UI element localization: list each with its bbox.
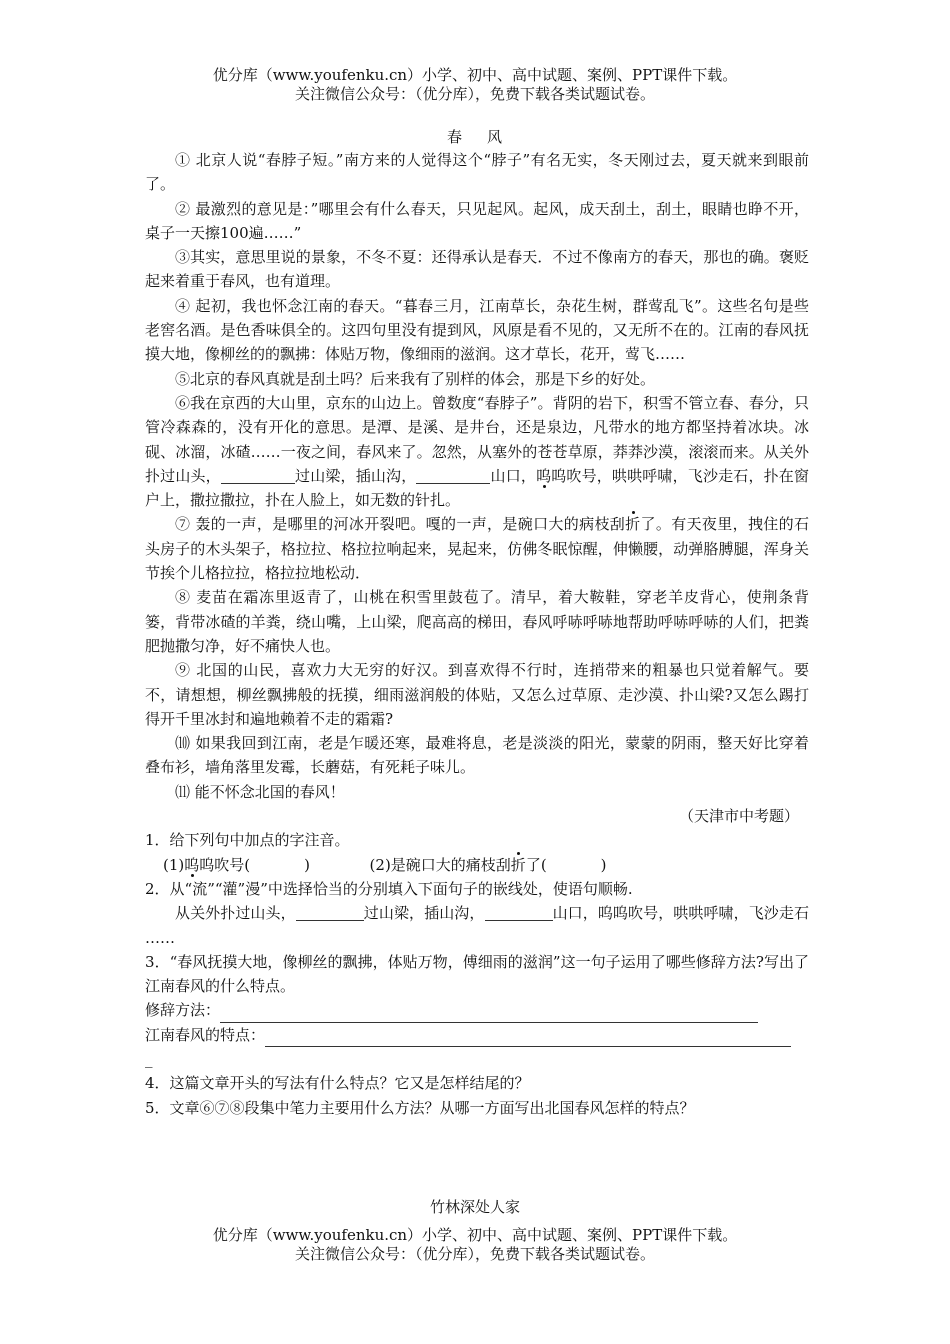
footer-line-2: 关注微信公众号：（优分库），免费下载各类试题试卷。 (294, 1245, 655, 1263)
question-1-items (145, 853, 809, 877)
q1b-text-2: 了( (525, 855, 547, 874)
article-body (145, 148, 809, 1120)
p6-text-b: 过山梁，插山沟， (294, 466, 417, 485)
paragraph-10: ⑽ 如果我回到江南，老是乍暖还寒，最难将息，老是淡淡的阳光，蒙蒙的阴雨，整天好比穿着叠布衫，墙角落里发霉，长蘑菇，有死耗子味儿。 (145, 734, 809, 777)
paragraph-9: ⑨ 北国的山民，喜欢力大无穷的好汉。到喜欢得不行时，连捎带来的粗暴也只觉着解气。要不，请想想，柳丝飘拂般的抚摸，细雨滋润般的体贴，又怎么过草原、走沙漠、扑山梁?又怎么踢打得开千里冰封和遍地赖着不走的霜霜? (145, 661, 809, 728)
dotted-char: 呜 (536, 466, 552, 485)
question-3-feature (145, 1023, 809, 1047)
question-1: 1．给下列句中加点的字注音。 (145, 831, 350, 850)
header-line-1: 优分库（www.youfenku.cn）小学、初中、高中试题、案例、PPT课件下载。 (212, 66, 738, 84)
next-section-title: 竹林深处人家 (429, 1198, 520, 1216)
paragraph-11: ⑾ 能不怀念北国的春风！ (175, 782, 345, 801)
q2-text-c: 山口，呜呜吹号，哄哄呼啸，飞沙走石 …… (145, 904, 809, 947)
q2-text-a: 从关外扑过山头， (175, 904, 296, 923)
paragraph-1: ① 北京人说“春脖子短。”南方来的人觉得这个“脖子”有名无实，冬天刚过去，夏天就来到眼前了。 (145, 151, 809, 194)
article-title (0, 126, 950, 147)
footer-line-1: 优分库（www.youfenku.cn）小学、初中、高中试题、案例、PPT课件下载。 (212, 1226, 738, 1244)
blank-2 (416, 467, 490, 484)
question-2-sentence (145, 901, 809, 950)
dotted-char: 呜 (184, 855, 200, 874)
question-3: 3．“春风抚摸大地，像柳丝的飘拂，体贴万物，傅细雨的滋润”这一句子运用了哪些修辞方法?写出了江南春风的什么特点。 (145, 952, 809, 996)
paragraph-7 (145, 512, 809, 585)
q3-label-b: 江南春风的特点： (145, 1025, 266, 1044)
article-source: （天津市中考题） (678, 807, 799, 826)
p7-text-a: ⑦ 轰的一声，是哪里的河冰开裂吧。嘎的一声，是碗口大的病枝刮 (175, 515, 626, 534)
question-3-rhetoric (145, 998, 809, 1022)
questions (145, 828, 809, 1120)
paragraph-8: ⑧ 麦苗在霜冻里返青了，山桃在积雪里鼓苞了。清早，着大鞍鞋，穿老羊皮背心，使荆条背篓，背带冰碴的羊粪，绕山嘴，上山梁，爬高高的梯田，春风呼哧呼哧地帮助呼哧呼哧的人们，把粪肥抛撒匀净，好不痛快人也。 (145, 588, 809, 655)
page-footer (0, 1226, 950, 1264)
answer-line-rhetoric[interactable] (220, 1004, 758, 1023)
question-4: 4．这篇文章开头的写法有什么特点？它又是怎样结尾的？ (145, 1074, 530, 1093)
q1a-close: ) (304, 855, 310, 874)
header-line-2: 关注微信公众号：（优分库），免费下载各类试题试卷。 (294, 85, 655, 103)
p6-text-a: ⑥我在京西的大山里，京东的山边上。曾数度“春脖子”。背阴的岩下，积雪不管立春、春分，只管冷森森的，没有开化的意思。是潭、是溪、是井台，还是泉边，凡带水的地方都坚持着冰块。冰砚、冰溜，冰碴……一夜之间，春风来了。忽然，从塞外的苍苍草原，莽莽沙漠，滚滚而来。从关外扑过山头， (145, 393, 809, 485)
paragraph-2: ② 最激烈的意见是：”哪里会有什么春天，只见起风。起风，成天刮土，刮土，眼睛也睁不开，桌子一天擦100遍……” (145, 199, 809, 242)
q1b-text: (2)是碗口大的痛枝刮 (369, 855, 511, 874)
paragraph-6 (145, 391, 809, 512)
q1b-close: ) (600, 855, 607, 874)
title-char-2: 风 (487, 128, 504, 146)
paragraph-4: ④ 起初，我也怀念江南的春天。“暮春三月，江南草长，杂花生树，群莺乱飞”。这些名句是些老窖名酒。是色香味俱全的。这四句里没有提到风，风原是看不见的，又无所不在的。江南的春风抚摸大地，像柳丝的的飘拂：体贴万物，像细雨的滋润。这才草长，花开，莺飞…… (145, 296, 809, 364)
dotted-char: 折 (510, 855, 526, 874)
title-char-1: 春 (446, 128, 463, 146)
question-5: 5．文章⑥⑦⑧段集中笔力主要用什么方法？从哪一方面写出北国春风怎样的特点？ (145, 1098, 695, 1117)
p7-text-b: 了。有天夜里，拽住的石头房子的木头架子，格拉拉、格拉拉响起来，晃起来，仿佛冬眠惊醒，伸懒腰，动弹胳膊腿，浑身关节挨个儿格拉拉，格拉拉地松动． (145, 515, 809, 583)
page-header (0, 66, 950, 104)
paragraph-5: ⑤北京的春风真就是刮土吗？后来我有了别样的体会，那是下乡的好处。 (175, 369, 656, 388)
blank-1 (221, 467, 295, 484)
blank-fill-2[interactable] (485, 904, 553, 921)
p6-text-c: 山口， (490, 466, 537, 485)
blank-fill-1[interactable] (296, 904, 364, 921)
answer-line-feature[interactable] (265, 1028, 791, 1047)
question-3-tail: _ (145, 1049, 153, 1068)
q2-text-b: 过山梁，插山沟， (363, 904, 485, 923)
q3-label-a: 修辞方法： (145, 1001, 221, 1020)
q1a-text: 呜吹号( (199, 855, 251, 874)
question-2: 2．从“流”“灌”漫”中选择恰当的分别填入下面句子的嵌线处，使语句顺畅. (145, 879, 633, 898)
p6-text-d: 呜吹号，哄哄呼啸，飞沙走石，扑在窗户上，撒拉撒拉，扑在人脸上，如无数的针扎。 (145, 466, 809, 510)
dotted-char: 折 (625, 515, 641, 534)
q1a-label: (1) (163, 855, 185, 874)
paragraph-3: ③其实，意思里说的景象，不冬不夏：还得承认是春天．不过不像南方的春天，那也的确。褒贬起来着重于春风，也有道理。 (145, 248, 809, 291)
